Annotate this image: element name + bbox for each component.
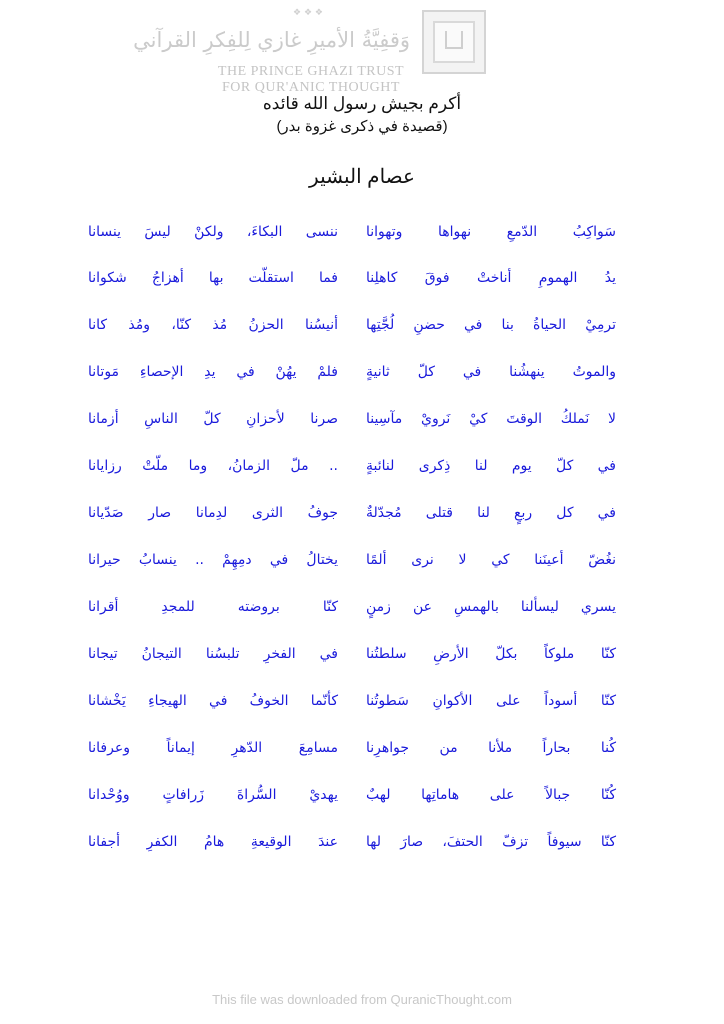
verse-line bbox=[0, 317, 724, 357]
verse-first-hemistich: والموتُ ينهشُنا في كلّ ثانيةٍ bbox=[366, 364, 616, 380]
logo-ornament: ❖ ❖ ❖ bbox=[293, 8, 323, 18]
verse-line bbox=[0, 411, 724, 451]
verse-first-hemistich: كنّا سيوفاً تزفّ الحتفَ، صارَ لها bbox=[366, 834, 616, 850]
poem-title: أكرم بجيش رسول الله قائده bbox=[262, 94, 462, 113]
verse-line bbox=[0, 458, 724, 498]
poem-subtitle: (قصيدة في ذكرى غزوة بدر) bbox=[276, 118, 448, 135]
verse-line bbox=[0, 693, 724, 733]
verse-second-hemistich: كنّا بروضته للمجدِ أقرانا bbox=[88, 599, 338, 615]
verse-first-hemistich: يسري ليسألنا بالهمسِ عن زمنٍ bbox=[366, 599, 616, 615]
verse-second-hemistich: مسامِعَ الدّهرِ إيماناً وعرفانا bbox=[88, 740, 338, 756]
verse-first-hemistich: في كل ربعٍ لنا قتلى مُجدّلةٌ bbox=[366, 505, 616, 521]
verse-first-hemistich: كُنا بحاراً ملأنا من جواهرِنا bbox=[366, 740, 616, 756]
emblem-mark bbox=[445, 31, 463, 49]
verse-first-hemistich: لا نَملكُ الوقتَ كيْ نَرويْ مآسِينا bbox=[366, 411, 616, 427]
verse-line bbox=[0, 364, 724, 404]
emblem-inner-frame bbox=[433, 21, 475, 63]
verse-second-hemistich: صرنا لأحزانِ كلّ الناسِ أزمانا bbox=[88, 411, 338, 427]
verse-second-hemistich: .. ملّ الزمانُ، وما ملّتْ رزايانا bbox=[88, 458, 338, 474]
download-footer: This file was downloaded from QuranicThought.com bbox=[212, 992, 512, 1007]
verse-first-hemistich: كنّا أسوداً على الأكوانِ سَطوتُنا bbox=[366, 693, 616, 709]
verse-second-hemistich: فلمْ يهُنْ في يدِ الإحصاءِ مَوتانا bbox=[88, 364, 338, 380]
verse-second-hemistich: في الفخرِ تلبسُنا التيجانُ تيجانا bbox=[88, 646, 338, 662]
verse-second-hemistich: يهديْ السُّراةَ زَرافاتٍ ووُحْدانا bbox=[88, 787, 338, 803]
verse-first-hemistich: كنّا ملوكاً بكلّ الأرضِ سلطتُنا bbox=[366, 646, 616, 662]
logo-english-line2: FOR QUR'ANIC THOUGHT bbox=[222, 80, 400, 95]
logo-arabic-name: وَقفِيَّةُ الأميرِ غازي لِلفِكرِ القرآني bbox=[133, 28, 410, 52]
calligraphy-emblem-icon bbox=[422, 10, 486, 74]
trust-logo bbox=[133, 8, 524, 98]
verse-first-hemistich: ترمِيْ الحياةُ بنا في حضنِ لُجَّتِها bbox=[366, 317, 616, 333]
verse-line bbox=[0, 270, 724, 310]
verse-first-hemistich: يدُ الهمومِ أناختْ فوقَ كاهلِنا bbox=[366, 270, 616, 286]
verse-first-hemistich: سَواكِبُ الدّمعِ نهواها وتهوانا bbox=[366, 224, 616, 240]
verse-second-hemistich: جوفُ الثرى لدِمانا صار صَدّيانا bbox=[88, 505, 338, 521]
verse-first-hemistich: في كلّ يوم لنا ذِكرى لنائبةٍ bbox=[366, 458, 616, 474]
verse-line bbox=[0, 740, 724, 780]
verse-line bbox=[0, 552, 724, 592]
verse-line bbox=[0, 505, 724, 545]
verse-second-hemistich: عندَ الوقيعةِ هامُ الكفرِ أجفانا bbox=[88, 834, 338, 850]
verse-first-hemistich: نغُضّ أعينَنا كي لا نرى ألمًا bbox=[366, 552, 616, 568]
verse-second-hemistich: ننسى البكاءَ، ولكنْ ليسَ ينسانا bbox=[88, 224, 338, 240]
logo-english-line1: THE PRINCE GHAZI TRUST bbox=[217, 64, 405, 79]
verse-first-hemistich: كُنّا جبالاً على هاماتِها لهبٌ bbox=[366, 787, 616, 803]
verse-second-hemistich: فما استقلّت بها أهزاجُ شكوانا bbox=[88, 270, 338, 286]
verse-second-hemistich: كأنّما الخوفُ في الهيجاءِ يَخْشانا bbox=[88, 693, 338, 709]
verse-line bbox=[0, 599, 724, 639]
verse-second-hemistich: أنيسُنا الحزنُ مُذ كنّا، ومُذ كانا bbox=[88, 317, 338, 333]
verse-line bbox=[0, 646, 724, 686]
verse-line bbox=[0, 224, 724, 264]
verse-second-hemistich: يختالُ في دمِهِمْ .. ينسابُ حيرانا bbox=[88, 552, 338, 568]
verse-line bbox=[0, 834, 724, 874]
verse-line bbox=[0, 787, 724, 827]
author-name: عصام البشير bbox=[309, 166, 415, 188]
